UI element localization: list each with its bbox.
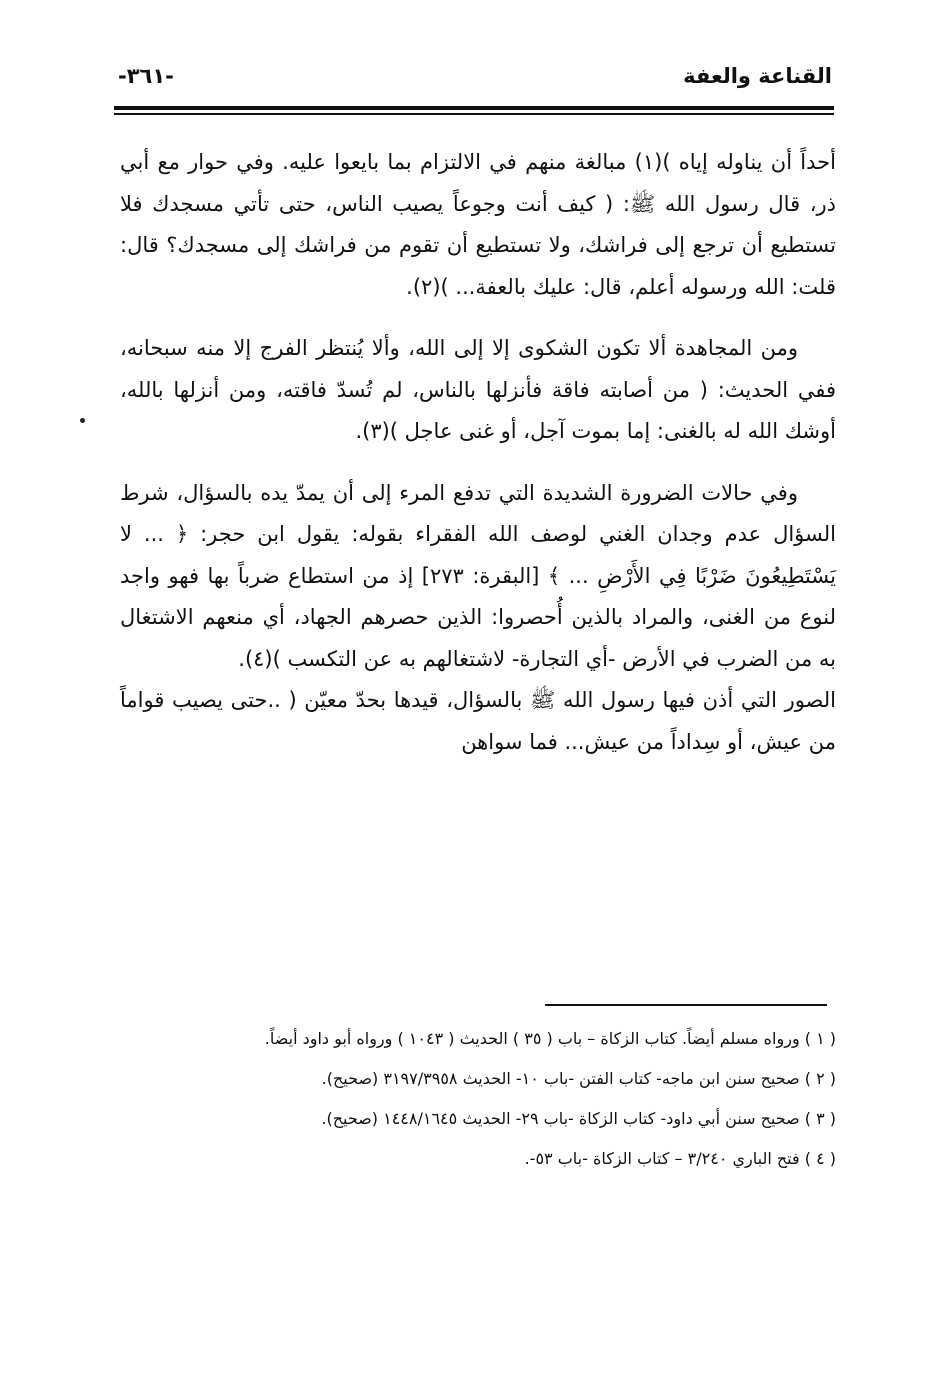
header-rule-thick — [114, 106, 834, 110]
paragraph: الصور التي أذن فيها رسول الله ﷺ بالسؤال، قيدها بحدّ معيّن ( ..حتى يصيب قواماً من عيش، أو سِداداً من عيش... فما سواهن — [120, 688, 836, 754]
header-rule-thin — [114, 113, 834, 115]
stray-dot — [80, 418, 85, 423]
paragraph: أحداً أن يناوله إياه )(١) مبالغة منهم في الالتزام بما بايعوا عليه. وفي حوار مع أبي ذر، قال رسول الله ﷺ: ( كيف أنت وجوعاً يصيب الناس، حتى تأتي مسجدك فلا تستطيع أن ترجع إلى فراشك، ولا تستطيع أن تقوم من فراشك إلى مسجدك؟ قال: قلت: الله ورسوله أعلم، قال: عليك بالعفة... )(٢). — [120, 150, 836, 299]
main-text — [120, 142, 836, 783]
footnote: ( ٢ ) صحيح سنن ابن ماجه- كتاب الفتن -باب ١٠- الحديث ٣١٩٧/٣٩٥٨ (صحيح). — [321, 1069, 836, 1088]
footnote: ( ٤ ) فتح الباري ٣/٢٤٠ – كتاب الزكاة -باب ٥٣-. — [524, 1149, 836, 1168]
footnotes — [120, 1022, 836, 1182]
running-header — [118, 58, 832, 100]
footnote: ( ٣ ) صحيح سنن أبي داود- كتاب الزكاة -باب ٢٩- الحديث ١٤٤٨/١٦٤٥ (صحيح). — [321, 1109, 836, 1128]
paragraph: وفي حالات الضرورة الشديدة التي تدفع المرء إلى أن يمدّ يده بالسؤال، شرط السؤال عدم وجدان الغني لوصف الله الفقراء بقوله: يقول ابن حجر: ﴿ ... لا يَسْتَطِيعُونَ ضَرْبًا فِي الأَرْضِ ... ﴾ [البقرة: ٢٧٣] إذ من استطاع ضرباً بها فهو واجد لنوع من الغنى، والمراد بالذين أُحصروا: الذين حصرهم الجهاد، أي منعهم الاشتغال به من الضرب في الأرض -أي التجارة- لاشتغالهم به عن التكسب )(٤). — [120, 480, 836, 671]
header-title: القناعة والعفة — [683, 64, 832, 88]
page-number: -٣٦١- — [118, 64, 174, 88]
footnote-separator — [545, 1004, 827, 1006]
footnote: ( ١ ) ورواه مسلم أيضاً. كتاب الزكاة – باب ( ٣٥ ) الحديث ( ١٠٤٣ ) ورواه أبو داود أيضاً. — [264, 1029, 836, 1048]
paragraph: ومن المجاهدة ألا تكون الشكوى إلا إلى الله، وألا يُنتظر الفرج إلا منه سبحانه، ففي الحديث: ( من أصابته فاقة فأنزلها بالناس، لم تُسدّ فاقته، ومن أنزلها بالله، أوشك الله له بالغنى: إما بموت آجل، أو غنى عاجل )(٣). — [120, 336, 836, 443]
